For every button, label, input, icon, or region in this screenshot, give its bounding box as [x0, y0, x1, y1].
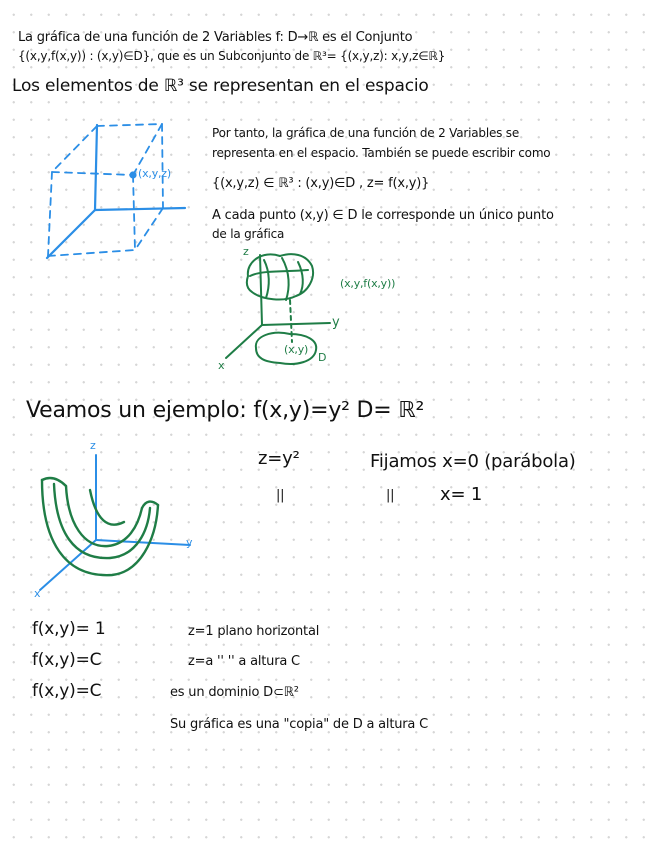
example-eq-marks-2: || [386, 488, 395, 503]
example-eq-marks-1: || [276, 488, 285, 503]
figure3-x-label: x [34, 587, 41, 600]
intro-line-1: La gráfica de una función de 2 Variables f: D→ℝ es el Conjunto [18, 30, 413, 45]
case-f-2: f(x,y)=C [32, 650, 102, 670]
case-z-2: z=a '' '' a altura C [188, 654, 300, 669]
explanation-line-3: {(x,y,z) ∈ ℝ³ : (x,y)∈D , z= f(x,y)} [212, 176, 430, 191]
case-f-3: f(x,y)=C [32, 681, 102, 701]
figure1-point-label: (x,y,z) [138, 167, 171, 180]
figure2-x-label: x [218, 359, 225, 372]
explanation-line-5: de la gráfica [212, 227, 285, 241]
figure3-y-label: y [186, 536, 193, 549]
figure2-point-label: (x,y,f(x,y)) [340, 277, 396, 290]
figure2-y-label: y [332, 315, 340, 330]
example-eq-1: z=y² [258, 448, 300, 469]
explanation-line-2: representa en el espacio. También se puede escribir como [212, 146, 551, 160]
example-eq-2: Fijamos x=0 (parábola) [370, 451, 576, 472]
figure2-z-label: z [243, 245, 249, 258]
case-f-1: f(x,y)= 1 [32, 619, 106, 639]
explanation-line-1: Por tanto, la gráfica de una función de 2 Variables se [212, 126, 520, 140]
figure2-domain-label: D [318, 351, 327, 364]
figure3-z-label: z [90, 439, 96, 452]
case-z-1: z=1 plano horizontal [188, 624, 320, 639]
figure2-base-label: (x,y) [284, 343, 309, 356]
intro-line-2: {(x,y,f(x,y)) : (x,y)∈D}, que es un Subconjunto de ℝ³= {(x,y,z): x,y,z∈ℝ} [18, 49, 446, 63]
explanation-line-4: A cada punto (x,y) ∈ D le corresponde un único punto [212, 208, 554, 223]
intro-line-3: Los elementos de ℝ³ se representan en el espacio [12, 76, 429, 96]
case-z-3: es un dominio D⊂ℝ² [170, 685, 299, 700]
example-line-1: Veamos un ejemplo: f(x,y)=y² D= ℝ² [26, 398, 425, 423]
example-eq-3: x= 1 [440, 484, 483, 505]
case-z-4: Su gráfica es una "copia" de D a altura C [170, 717, 428, 732]
